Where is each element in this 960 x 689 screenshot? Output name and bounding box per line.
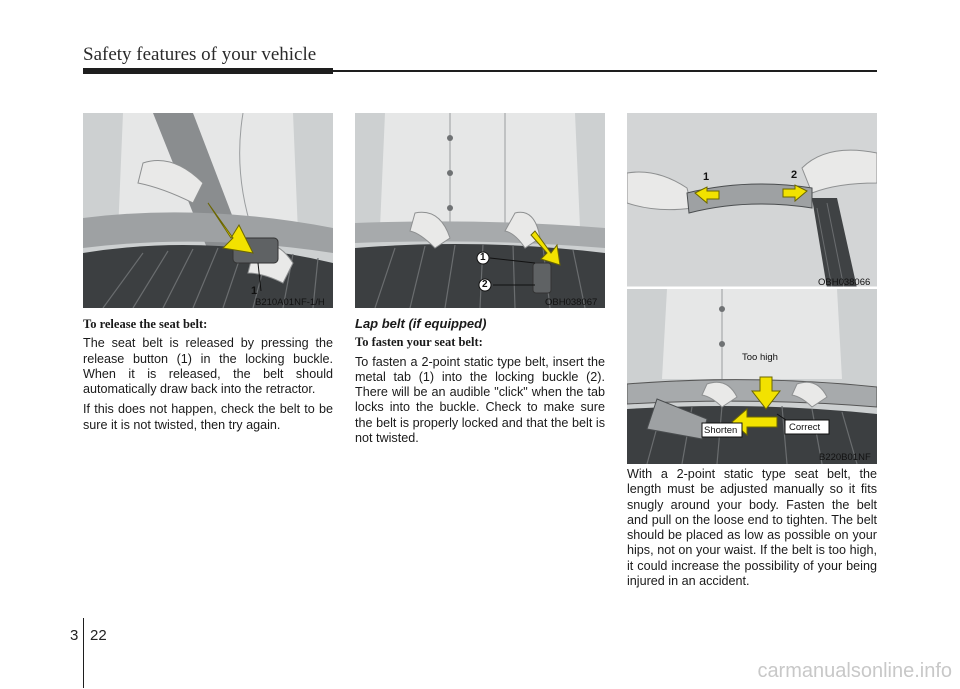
paragraph: If this does not happen, check the belt to be sure it is not twisted, then try again. — [83, 402, 333, 432]
illustration-lap-belt — [355, 113, 605, 308]
illustration-belt-position — [627, 289, 877, 464]
column-release — [83, 317, 333, 438]
callout-number: 2 — [791, 169, 798, 181]
column-adjust — [627, 467, 877, 594]
callout-number: 1 — [703, 171, 710, 183]
callout-number: 2 — [482, 279, 488, 290]
paragraph: To fasten a 2-point static type belt, insert the metal tab (1) into the locking buckle (2). There will be an audible "click" when the tab locks into the buckle. Check to make sure the belt is properly locked and that the belt is not twisted. — [355, 354, 605, 446]
heading-release: To release the seat belt: — [83, 317, 208, 331]
illustration-belt-adjust-hands — [627, 113, 877, 288]
figure-lap-belt — [355, 113, 605, 308]
figure-code: B220B01NF — [819, 452, 871, 463]
paragraph: The seat belt is released by pressing the release button (1) in the locking buckle. When it is released, the belt should automatically draw back into the retractor. — [83, 336, 333, 397]
callout-number: 1 — [480, 252, 486, 263]
footer-rule — [83, 618, 84, 688]
header-rule-thick — [83, 68, 333, 74]
column-lap-belt — [355, 316, 605, 451]
section-heading-lap-belt: Lap belt (if equipped) — [355, 316, 487, 331]
footer-page-number: 22 — [90, 627, 107, 644]
figure-code: OBH038067 — [545, 297, 598, 308]
footer-chapter-number: 3 — [70, 627, 79, 644]
label-shorten: Shorten — [704, 425, 738, 436]
header-rule-thin — [333, 70, 877, 72]
figure-release-belt — [83, 113, 333, 308]
callout-number: 1 — [251, 285, 258, 297]
figure-code: OBH038066 — [818, 277, 871, 288]
label-correct: Correct — [789, 422, 821, 433]
figure-belt-adjust-hands — [627, 113, 877, 288]
figure-belt-position — [627, 289, 877, 464]
page-header-title: Safety features of your vehicle — [83, 44, 317, 65]
figure-code: B210A01NF-1/H — [255, 297, 325, 308]
paragraph: With a 2-point static type seat belt, the length must be adjusted manually so it fits snugly around your body. Fasten the belt and pull on the loose end to tighten. The belt should be placed as low as possible on your hips, not on your waist. If the belt is too high, it could increase the possibility of your being injured in an accident. — [627, 467, 877, 589]
label-too-high: Too high — [742, 352, 778, 363]
watermark: carmanualsonline.info — [757, 660, 952, 682]
illustration-release-belt — [83, 113, 333, 308]
heading-fasten: To fasten your seat belt: — [355, 335, 483, 350]
